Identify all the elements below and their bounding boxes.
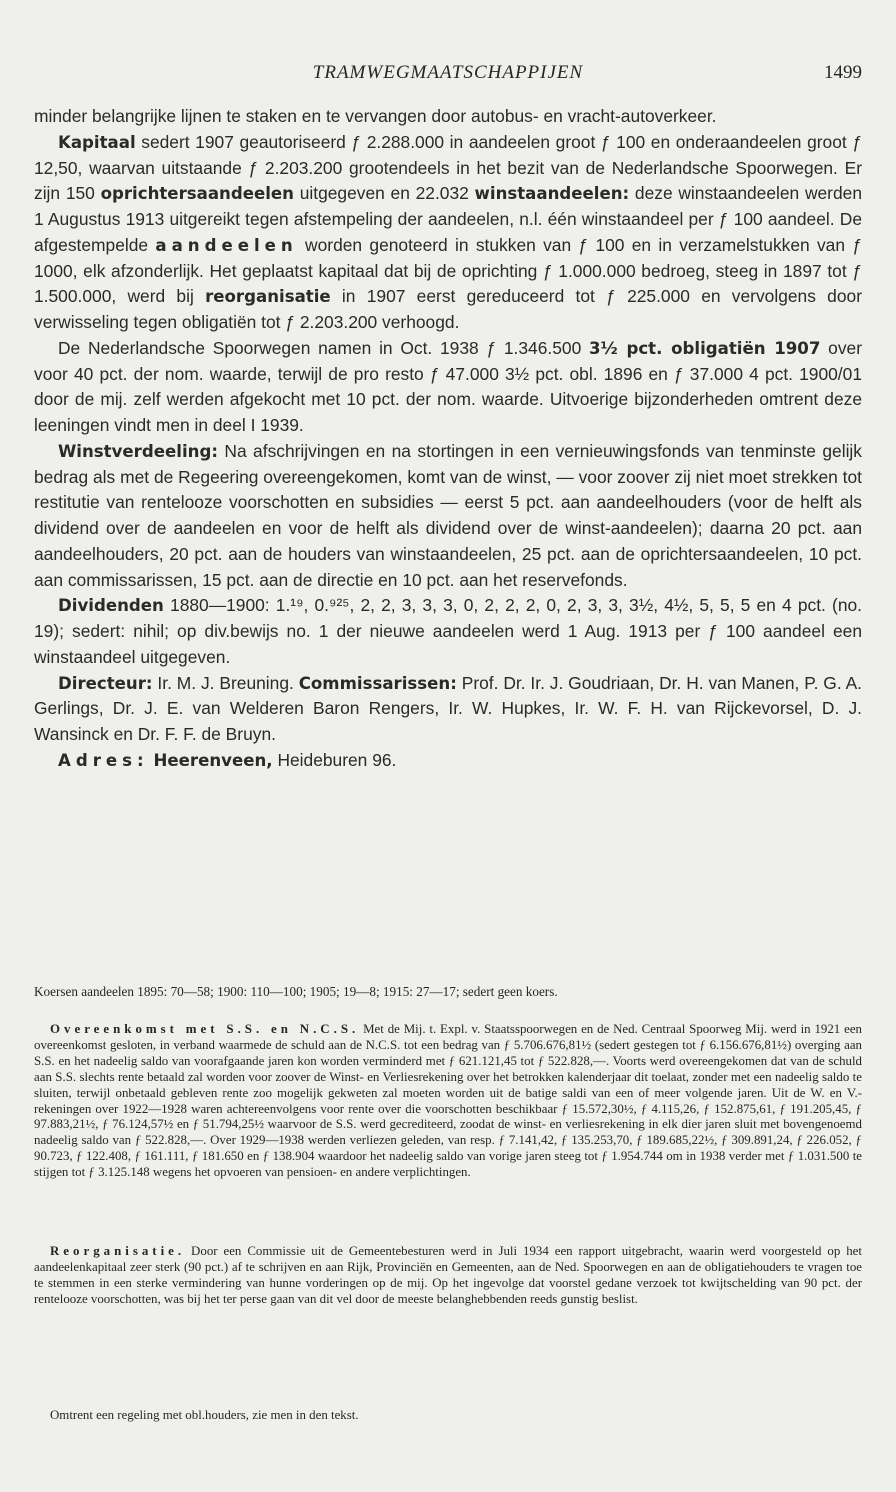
directeur-text: Ir. M. J. Breuning. xyxy=(152,672,299,693)
adres-street: Heideburen 96. xyxy=(272,749,397,770)
commissarissen-text: Prof. Dr. Ir. J. Goudriaan, Dr. H. van Manen, P. G. A. Gerlings, Dr. J. E. van Welderen Baron Rengers, Ir. W. Hupkes, Ir. W. F. H. van Rijckevorsel, D. J. Wansinck en Dr. F. F. de Bruyn. xyxy=(34,672,863,744)
overeenkomst-section xyxy=(34,1022,862,1181)
kapitaal-text-4: worden genoteerd in stukken van ƒ 100 en in verzamelstukken van ƒ 1000, elk afzonderlijk. Het geplaatst kapitaal dat bij de oprichting ƒ 1.000.000 bedroeg, steeg in 1897 tot ƒ 1.500.000, werd bij xyxy=(34,234,862,307)
aandeelen-term: aandeelen xyxy=(155,235,298,255)
overeenkomst-text: Met de Mij. t. Expl. v. Staatsspoorwegen en de Ned. Centraal Spoorweg Mij. werd in 1921 een overeenkomst gesloten, in verband waarmede de schuld aan de N.C.S. tot een bedrag van ƒ 5.706.676,81½ (sedert gestegen tot ƒ 6.156.676,81½) overging aan S.S. en het nadeelig saldo van voorafgaande jaren kon worden verminderd met ƒ 621.121,45 tot ƒ 522.828,—. Voorts werd overeengekomen dat van de schuld aan S.S. slechts rente betaald zal worden voor zoover de Winst- en Verliesrekening over het betrokken kalenderjaar dit toelaat, zonder met een nadeelig saldo te sluiten, terwijl onbetaald gebleven rente zoo mogelijk gekweten zal moeten worden uit de batige saldi van een of meer volgende jaren. Uit de W. en V.-rekeningen over 1922—1928 waren achtereenvolgens voor rente over die voorschotten beschikbaar ƒ 15.572,30½, ƒ 4.115,26, ƒ 152.875,61, ƒ 191.205,45, ƒ 97.883,21½, ƒ 76.124,57½ en ƒ 51.794,25½ waarvoor de S.S. werd gecrediteerd, zoodat de winst- en verliesrekening in elk dier jaren sluit met bovengenoemd nadeelig saldo van ƒ 522.828,—. Over 1929—1938 werden verliezen geleden, van resp. ƒ 7.141,42, ƒ 135.253,70, ƒ 189.685,22½, ƒ 309.891,24, ƒ 226.052, ƒ 90.723, ƒ 122.408, ƒ 161.111, ƒ 181.650 en ƒ 138.904 waardoor het nadeelig saldo van vorige jaren steeg tot ƒ 1.954.744 om in 1938 verder met ƒ 1.031.500 te stijgen tot ƒ 3.125.148 wegens het opvoeren van pensioen- en andere verplichtingen. xyxy=(34,1022,862,1180)
winstverdeeling-text: Na afschrijvingen en na stortingen in een vernieuwingsfonds van tenminste gelijk bedrag als met de Regeering overeengekomen, komt van de winst, — voor zoover zij niet moet strekken tot restitutie van rentelooze voorschotten en subsidies — eerst 5 pct. aan aandeelhouders (voor de helft als dividend over de aandeelen en voor de helft als dividend over de winst-aandeelen); daarna 20 pct. aan aandeelhouders, 20 pct. aan de houders van winstaandeelen, 25 pct. aan de oprichtersaandeelen, 10 pct. aan commissarissen, 15 pct. aan de directie en 10 pct. aan het reservefonds. xyxy=(34,440,862,590)
running-title: TRAMWEGMAATSCHAPPIJEN xyxy=(312,62,584,83)
kapitaal-text-1: sedert 1907 geautoriseerd ƒ 2.288.000 in aandeelen groot ƒ 100 en onderaandeelen groot ƒ 12,50, waarvan uitstaande ƒ 2.203.200 grootendeels in het bezit van de Nederlandsche Spoorwegen. Er zijn 150 xyxy=(34,131,862,204)
overeenkomst-heading: Overeenkomst met S.S. en N.C.S. xyxy=(50,1022,360,1036)
directeur-heading: Directeur: xyxy=(58,673,153,693)
kapitaal-text-3: deze winstaandeelen werden 1 Augustus 1913 uitgereikt tegen afstempeling der aandeelen, n.l. één winstaandeel per ƒ 100 aandeel. De afgestempelde xyxy=(34,183,862,255)
paragraph-dividenden xyxy=(34,593,862,670)
adres-heading: Adres: xyxy=(58,750,149,770)
adres-city: Heerenveen, xyxy=(153,750,273,770)
paragraph-winstverdeeling xyxy=(34,439,862,594)
obligaties-text-1: De Nederlandsche Spoorwegen namen in Oct. 1938 ƒ 1.346.500 xyxy=(58,337,590,358)
page-number: 1499 xyxy=(824,62,862,83)
obligaties-term: 3½ pct. obligatiën 1907 xyxy=(589,338,821,358)
paragraph-kapitaal xyxy=(34,130,862,336)
paragraph-obligaties xyxy=(34,336,862,439)
reorganisatie-heading: Reorganisatie. xyxy=(50,1244,186,1258)
kapitaal-text-2: uitgegeven en 22.032 xyxy=(293,183,475,204)
paragraph-adres xyxy=(34,748,862,774)
reorganisatie-term: reorganisatie xyxy=(205,287,331,307)
commissarissen-heading: Commissarissen: xyxy=(298,673,457,693)
page-header xyxy=(34,62,862,88)
paragraph-intro: minder belangrijke lijnen te staken en te vervangen door autobus- en vracht-autoverkeer. xyxy=(34,106,717,126)
koersen-line: Koersen aandeelen 1895: 70—58; 1900: 110—100; 1905; 19—8; 1915: 27—17; sedert geen koers. xyxy=(34,984,558,999)
paragraph-bestuur xyxy=(34,671,862,748)
omtrent-note xyxy=(34,1408,862,1424)
obligaties-text-2: over voor 40 pct. der nom. waarde, terwijl de pro resto ƒ 47.000 3½ pct. obl. 1896 en ƒ 37.000 4 pct. 1900/01 door de mij. zelf werden afgekocht met 10 pct. der nom. waarde. Uitvoerige bijzonderheden omtrent deze leeningen vindt men in deel I 1939. xyxy=(34,337,862,435)
omtrent-text: Omtrent een regeling met obl.houders, zie men in den tekst. xyxy=(50,1408,359,1422)
main-text xyxy=(34,104,862,774)
kapitaal-heading: Kapitaal xyxy=(58,132,136,152)
reorganisatie-section xyxy=(34,1244,862,1308)
reorganisatie-text: Door een Commissie uit de Gemeentebesturen werd in Juli 1934 een rapport uitgebracht, waarin werd voorgesteld op het aandeelenkapitaal zeer sterk (90 pct.) af te schrijven en aan Rijk, Provinciën en Gemeenten, aan de Ned. Spoorwegen en aan de obligatiehouders te vragen toe te stemmen in een sterke vermindering van hunne vorderingen op de mij. Op het ingevolge dat voorstel gedane verzoek tot kwijtschelding van 90 pct. der rentelooze voorschotten, was bij het ter perse gaan van dit vel door de meeste belanghebbenden reeds gunstig beslist. xyxy=(34,1244,862,1306)
dividenden-heading: Dividenden xyxy=(58,596,164,616)
winstaandeelen-term: winstaandeelen: xyxy=(474,184,630,204)
kapitaal-text-5: in 1907 eerst gereduceerd tot ƒ 225.000 en vervolgens door verwisseling tegen obligatiën tot ƒ 2.203.200 verhoogd. xyxy=(34,286,862,332)
oprichtersaandeelen-term: oprichtersaandeelen xyxy=(100,184,294,204)
winstverdeeling-heading: Winstverdeeling: xyxy=(58,441,218,461)
dividenden-text: 1880—1900: 1.¹⁹, 0.⁹²⁵, 2, 2, 3, 3, 3, 0, 2, 2, 2, 0, 2, 3, 3, 3½, 4½, 5, 5, 5 en 4 pct. (no. 19); sedert: nihil; op div.bewijs no. 1 der nieuwe aandeelen werd 1 Aug. 1913 per ƒ 100 aandeel een winstaandeel uitgegeven. xyxy=(34,595,862,667)
